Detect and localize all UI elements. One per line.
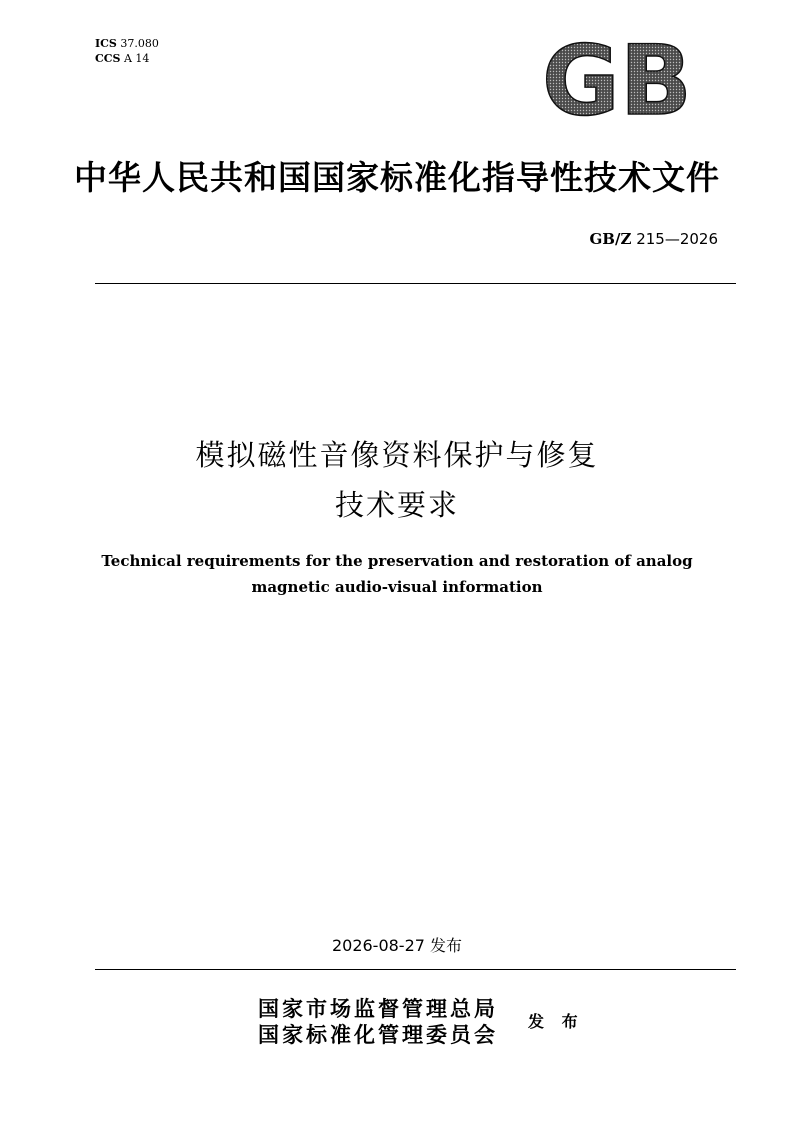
issue-date: 2026-08-27 发布 bbox=[331, 936, 463, 955]
ccs-label: CCS bbox=[95, 52, 121, 65]
top-divider bbox=[95, 283, 736, 284]
ccs-value: A 14 bbox=[123, 52, 150, 65]
title-cn-line-2: 技术要求 bbox=[334, 488, 459, 522]
gb-logo bbox=[540, 40, 694, 120]
ics-label: ICS bbox=[95, 37, 117, 50]
issuer-samr: 国家市场监督管理总局 bbox=[258, 996, 498, 1021]
gb-logo-text: GB bbox=[542, 40, 692, 120]
bottom-divider bbox=[95, 969, 736, 970]
standard-number-value: 215—2026 bbox=[636, 230, 718, 248]
issue-word: 发 布 bbox=[528, 1012, 584, 1031]
title-en-line-2: magnetic audio-visual information bbox=[251, 578, 543, 596]
standard-number bbox=[589, 230, 718, 248]
title-cn-line-1: 模拟磁性音像资料保护与修复 bbox=[195, 438, 599, 472]
ics-code bbox=[95, 36, 159, 51]
ccs-code bbox=[95, 51, 159, 66]
classification-codes bbox=[95, 36, 159, 66]
ics-value: 37.080 bbox=[120, 37, 159, 50]
title-en-line-1: Technical requirements for the preservation and restoration of analog bbox=[101, 552, 693, 570]
standard-prefix: GB/Z bbox=[589, 230, 632, 248]
document-type-heading: 中华人民共和国国家标准化指导性技术文件 bbox=[74, 158, 720, 197]
issuer-sac: 国家标准化管理委员会 bbox=[258, 1022, 498, 1047]
